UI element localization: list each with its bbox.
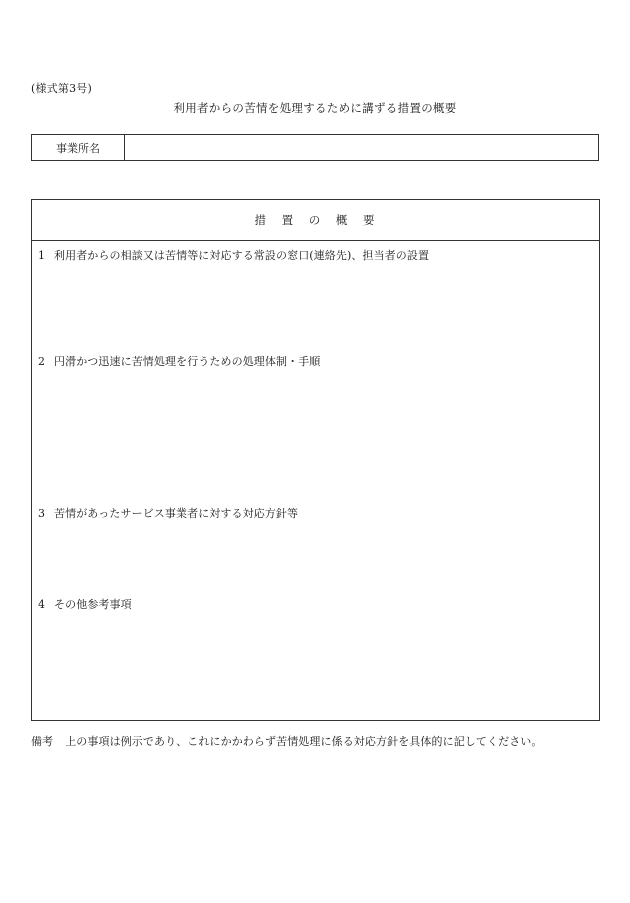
measure-item-text: 苦情があったサービス事業者に対する対応方針等 [54,507,299,520]
remarks-text: 上の事項は例示であり、これにかかわらず苦情処理に係る対応方針を具体的に記してください。 [65,735,543,748]
measure-item-2 [38,353,320,369]
office-name-table [31,134,599,161]
form-number: (様式第3号) [31,82,92,95]
office-name-label: 事業所名 [32,135,125,160]
document-title: 利用者からの苦情を処理するために講ずる措置の概要 [173,101,457,115]
measure-item-1 [38,247,429,263]
measure-item-number: 1 [38,249,46,262]
measure-item-text: 利用者からの相談又は苦情等に対応する常設の窓口(連絡先)、担当者の設置 [54,249,430,262]
measure-item-text: 円滑かつ迅速に苦情処理を行うための処理体制・手順 [54,355,321,368]
remarks-label: 備考 [31,735,54,748]
measures-header: 措 置 の 概 要 [32,200,599,241]
measure-item-number: 4 [38,598,46,611]
measure-item-text: その他参考事項 [54,598,132,611]
office-name-field[interactable] [125,135,598,160]
measure-item-number: 3 [38,507,46,520]
measure-item-3 [38,505,298,521]
measure-item-number: 2 [38,355,46,368]
remarks-note [31,733,543,749]
measures-table [31,199,600,721]
measure-item-4 [38,596,132,612]
